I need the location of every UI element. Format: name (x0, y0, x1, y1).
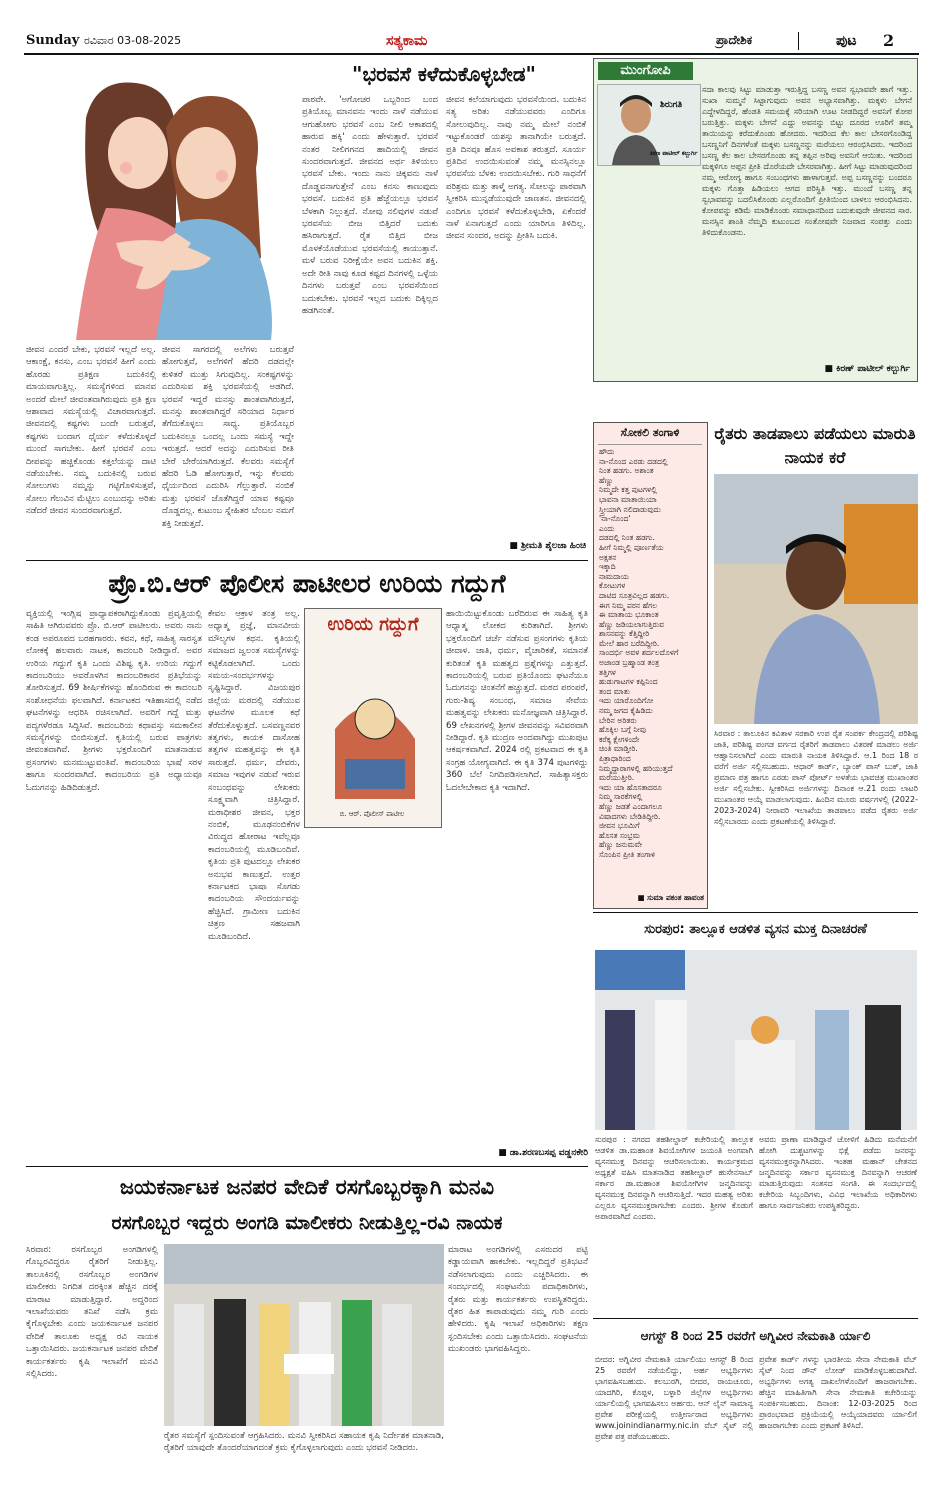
column-text: ಸದಾ ಕಾಲವು ಸಿಟ್ಟು ಮಾಡುತ್ತಾ ಇರುತ್ತಿದ್ದ ಬಸಣ್ಣ ಅವನ ಸ್ವಭಾವವೇ ಹಾಗೆ ಇತ್ತು. ಸುಖಾ ಸುಮ್ಮನೆ ಸಿಟ್ಟಾಗುವುದು ಅವನ ಅಭ್ಯಾಸವಾಗಿತ್ತು. ಮಕ್ಕಳು ಬೇಗನೆ ಎದ್ದೇಳದಿದ್ದರೆ, ಹೆಂಡತಿ ಸಮಯಕ್ಕೆ ಸರಿಯಾಗಿ ಊಟ ನೀಡದಿದ್ದರೆ ಅವನಿಗೆ ಕೋಪ ಬರುತ್ತಿತ್ತು. ಮಕ್ಕಳು ಬೇಗನೆ ಎದ್ದು ಅವನನ್ನು ಬಿಟ್ಟು ದೂರದ ಊರಿಗೆ ತಮ್ಮ ತಾಯಿಯನ್ನು ಕರೆದುಕೊಂಡು ಹೋದರು. ಇದರಿಂದ ಕೆಲ ಕಾಲ ಬೇಸರಗೊಂಡಿದ್ದ ಬಸಣ್ಣನಿಗೆ ದಿನಗಳೆಂತೆ ಮಕ್ಕಳು ಬಸಣ್ಣನನ್ನು ಮರೆಯಲು ಆರಂಭಿಸಿದರು. ಇದರಿಂದ ಬಸಣ್ಣ ಕೆಲ ಕಾಲ ಬೇಸರಗೊಂಡು ತನ್ನ ತಪ್ಪಿನ ಅರಿವು ಅವನಿಗೆ ಆಯಿತು. ಇದರಿಂದ ಮಕ್ಕಳಿಗೂ ಅಪ್ಪನ ಪ್ರೀತಿ ದೊರೆಯದೇ ಬೇಸರವಾಗಿತ್ತು. ಹೀಗೆ ಸಿಟ್ಟು ಮಾಡುವುದರಿಂದ ನಮ್ಮ ಆರೋಗ್ಯ ಹಾಗೂ ಸಂಬಂಧಗಳು ಹಾಳಾಗುತ್ತವೆ. ಅಪ್ಪ ಬಸಣ್ಣನನ್ನು ಬಂದರೂ ಮಕ್ಕಳು ಗೊತ್ತಾ ಹಿಡಿಯಲು ಆಗದ ಪರಿಸ್ಥಿತಿ ಇತ್ತು. ಮುಂದೆ ಬಸಣ್ಣ ತನ್ನ ಸ್ವಭಾವವನ್ನು ಬದಲಿಸಿಕೊಂಡು ಎಲ್ಲರೊಂದಿಗೆ ಪ್ರೀತಿಯಿಂದ ಬಾಳಲು ಆರಂಭಿಸಿದನು. ಕೋಪವನ್ನು ಕಡಿಮೆ ಮಾಡಿಕೊಂಡು ಸಮಾಧಾನದಿಂದ ಬದುಕುವುದೇ ಜೀವನದ ಸಾರ. ಮನಸ್ಸಿನ ಶಾಂತಿ ನೆಮ್ಮದಿ ಕುಟುಂಬದ ಸಂತೋಷವೇ ನಿಜವಾದ ಸಂಪತ್ತು ಎಂದು ತಿಳಿದುಕೊಂಡನು. (702, 85, 912, 237)
header-sep (798, 32, 799, 50)
raichur-col1: ಸಿರವಾರ: ರಸಗೊಬ್ಬರ ಅಂಗಡಿಗಳಲ್ಲಿ ಗೊಬ್ಬರವಿದ್ದರೂ ರೈತರಿಗೆ ನೀಡುತ್ತಿಲ್ಲ. ತಾಲೂಕಿನಲ್ಲಿ ರಸಗೊಬ್ಬರ ಅಂಗಡಿಗಳ ಮಾಲೀಕರು ನಿಗದಿತ ದರಕ್ಕಿಂತ ಹೆಚ್ಚಿನ ದರಕ್ಕೆ ಮಾರಾಟ ಮಾಡುತ್ತಿದ್ದಾರೆ. ಅದ್ದರಿಂದ ಇಲಾಖೆಯವರು ತನಿಖೆ ನಡೆಸಿ ಕ್ರಮ ಕೈಗೊಳ್ಳಬೇಕು ಎಂದು ಜಯಕರ್ನಾಟಕ ಜನಪರ ವೇದಿಕೆ ತಾಲೂಕು ಅಧ್ಯಕ್ಷ ರವಿ ನಾಯಕ ಒತ್ತಾಯಿಸಿದರು. ಜಯಕರ್ನಾಟಕ ಜನಪರ ವೇದಿಕೆ ಕಾರ್ಯಕರ್ತರು ಕೃಷಿ ಇಲಾಖೆಗೆ ಮನವಿ ಸಲ್ಲಿಸಿದರು. (26, 1245, 158, 1380)
poem-line: ಹೊಸತ ಸಂಭ್ರಮ (599, 830, 641, 840)
poem-line: ದಾಟಿದ ಸೂತ್ರವಿಲ್ಲದ ಹಡಗು. (599, 590, 670, 600)
agniveer-headline: ಆಗಸ್ಟ್ 8 ರಿಂದ 25 ರವರೆಗೆ ಅಗ್ನಿವೀರ ನೇಮಕಾತಿ ರ್ಯಾಲಿ (640, 1329, 871, 1343)
poem-line: ಹೆಣ್ಣು ಜನುಮವೇ (599, 840, 643, 850)
column-author-caption: ಕಿರಣ ಪಾಟೀಲ್ ಕಲ್ಬುರ್ಗಿ (650, 150, 698, 157)
poem-line: ಹೊಕ್ಕಿಲ ಬಗ್ಗೆ ನೀವು (599, 725, 647, 735)
column-text-2 (598, 166, 912, 360)
poem-line: ಪಿತ್ರಾಧಾರಿಂದ (599, 754, 631, 763)
surapura-photo (595, 950, 917, 1130)
poem-line: ಭಾವನಾ ಮಾತಾಯಿಯಾ (599, 494, 657, 504)
poem-lines (599, 447, 703, 891)
raichur-headline-2: ರಸಗೊಬ್ಬರ ಇದ್ದರು ಅಂಗಡಿ ಮಾಲೀಕರು ನೀಡುತ್ತಿಲ್ಲ-ರವಿ ನಾಯಕ (111, 1212, 503, 1234)
poem-line: ಇಕ್ಕಾದಿ (599, 562, 616, 572)
poem-line: ಕೋಟುಗಳ (599, 581, 626, 591)
page-label: ಪುಟ (836, 33, 857, 49)
poem-line: ಬೇರಿನ ಅರಿತರು (599, 715, 637, 725)
book-cover-title: ಉರಿಯ ಗದ್ದುಗೆ (327, 614, 419, 635)
poem-line: ನಿಮ್ಮದೇ ಕತ್ತ ಪುಟಗಳಲ್ಲಿ (599, 485, 657, 495)
surapura-headline: ಸುರಪುರ: ತಾಲ್ಲೂಕ ಆಡಳಿತ ವ್ಯಸನ ಮುಕ್ತ ದಿನಾಚರಣೆ (644, 922, 867, 937)
poem-line: ಅಜಾಂಡ ಬ್ರಹ್ಮಾಂಡ ತಂತ್ರ (599, 658, 660, 668)
farmers-text: ಸಿರವಾರ : ತಾಲೂಕಿನ ಕವಿತಾಳ ಸರಕಾರಿ ಉಪ ರೈತ ಸಂಪರ್ಕ ಕೇಂದ್ರದಲ್ಲಿ ಪರಿಶಿಷ್ಟ ಜಾತಿ, ಪರಿಶಿಷ್ಟ ಪಂಗಡ ವರ್ಗದ ರೈತರಿಗೆ ತಾಡಪಾಲು ವಿತರಣೆ ಮಾಡಲು ಅರ್ಜಿ ಆಹ್ವಾನಿಸಲಾಗಿದೆ ಎಂದು ಮಾರುತಿ ನಾಯಕ ತಿಳಿಸಿದ್ದಾರೆ. ಆ.1 ರಿಂದ 18 ರ ವರೆಗೆ ಅರ್ಜಿ ಸಲ್ಲಿಸಬಹುದು. ಆಧಾರ್ ಕಾರ್ಡ್, ಬ್ಯಾಂಕ್ ಪಾಸ್ ಬುಕ್, ಜಾತಿ ಪ್ರಮಾಣ ಪತ್ರ ಹಾಗೂ ಎರಡು ಪಾಸ್ ಪೋರ್ಟ್ ಅಳತೆಯ ಭಾವಚಿತ್ರ ಮುಖಾಂತರ ಅರ್ಜಿ ಸಲ್ಲಿಸಬೇಕು. ಸ್ವೀಕರಿಸಿದ ಅರ್ಜಿಗಳನ್ನು ದಿನಾಂಕ ಆ.21 ರಂದು ಲಾಟರಿ ಮುಖಾಂತರ ಆಯ್ಕೆ ಮಾಡಲಾಗುವುದು. ಹಿಂದಿನ ಮೂರು ವರ್ಷಗಳಲ್ಲಿ (2022-2023-2024) ನೀರಾವರಿ ಇಲಾಖೆಯ ತಾಡಪಾಲು ಪಡೆದ ರೈತರು ಅರ್ಜಿ ಸಲ್ಲಿಸಬಾರದು ಎಂದು ಪ್ರಕಟಣೆಯಲ್ಲಿ ತಿಳಿಸಿದ್ದಾರೆ. (714, 729, 918, 826)
book-col2: ಕೇವಲ ಆಕ್ರಾಳ ತಂತ್ರ ಅಲ್ಲ. ಅಧ್ಯಾತ್ಮ ಪ್ರಜ್ಞೆ, ಮಾನವೀಯ ಮೌಲ್ಯಗಳ ಕಥನ. ಕೃತಿಯಲ್ಲಿ ಸಮಾಜದ ಜ್ವಲಂತ ಸಮಸ್ಯೆಗಳನ್ನು ಕಟ್ಟಿಕೊಡಲಾಗಿದೆ. ಒಂದು ಸಮಯ-ಸಂದರ್ಭಗಳನ್ನು ಸೃಷ್ಟಿಸಿದ್ದಾರೆ. ವಿಜಯಪುರ ಜಿಲ್ಲೆಯ ಮಠದಲ್ಲಿ ನಡೆಯುವ ಘಟನೆಗಳ ಮೂಲಕ ಕಥೆ ತೆರೆದುಕೊಳ್ಳುತ್ತದೆ. ಬಸವಣ್ಣನವರ ತತ್ವಗಳು, ಕಾಯಕ ದಾಸೋಹ ತತ್ವಗಳ ಮಹತ್ವವನ್ನು ಈ ಕೃತಿ ಸಾರುತ್ತದೆ. ಧರ್ಮ, ದೇವರು, ಸಮಾಜ ಇವುಗಳ ನಡುವೆ ಇರುವ ಸಂಬಂಧವನ್ನು ಲೇಖಕರು ಸೂಕ್ಷ್ಮವಾಗಿ ಚಿತ್ರಿಸಿದ್ದಾರೆ. ಮಠಾಧೀಶರ ಜೀವನ, ಭಕ್ತರ ನಂಬಿಕೆ, ಮೂಢನಂಬಿಕೆಗಳ ವಿರುದ್ಧದ ಹೋರಾಟ ಇವೆಲ್ಲವೂ ಕಾದಂಬರಿಯಲ್ಲಿ ಮೂಡಿಬಂದಿವೆ. ಕೃತಿಯ ಪ್ರತಿ ಪುಟದಲ್ಲೂ ಲೇಖಕರ ಅನುಭವ ಕಾಣುತ್ತದೆ. ಉತ್ತರ ಕರ್ನಾಟಕದ ಭಾಷಾ ಸೊಗಡು ಕಾದಂಬರಿಯ ಸೌಂದರ್ಯವನ್ನು ಹೆಚ್ಚಿಸಿದೆ. ಗ್ರಾಮೀಣ ಬದುಕಿನ ಚಿತ್ರಣ ಸಹಜವಾಗಿ ಮೂಡಿಬಂದಿದೆ. (208, 609, 300, 942)
poem-line: ಇದು ಯಾರೊಂದಿಗೋ (599, 696, 654, 706)
poem-line: ನಿಮ್ಮದ್ದಾರಾಗಳಲ್ಲಿ ಹರಿಯುತ್ತದೆ (599, 763, 673, 773)
story1-col2: ಜೀವನ ಸಾಗರದಲ್ಲಿ ಅಲೆಗಳು ಬರುತ್ತವೆ ಹೋಗುತ್ತವೆ, ಅಲೆಗಳಿಗೆ ಹೆದರಿ ದಡದಲ್ಲೇ ಕುಳಿತರೆ ಮುತ್ತು ಸಿಗುವುದಿಲ್ಲ. ಸಂಕಷ್ಟಗಳನ್ನು ಎದುರಿಸುವ ಶಕ್ತಿ ಭರವಸೆಯಲ್ಲಿ ಅಡಗಿದೆ. ಭರವಸೆ ಇದ್ದರೆ ಮನಸ್ಸು ಶಾಂತವಾಗಿರುತ್ತದೆ, ಮನಸ್ಸು ಶಾಂತವಾಗಿದ್ದರೆ ಸರಿಯಾದ ನಿರ್ಧಾರ ತೆಗೆದುಕೊಳ್ಳಲು ಸಾಧ್ಯ. ಪ್ರತಿಯೊಬ್ಬರ ಬದುಕಿನಲ್ಲೂ ಒಂದಲ್ಲ ಒಂದು ಸಮಸ್ಯೆ ಇದ್ದೇ ಇರುತ್ತದೆ. ಆದರೆ ಅದನ್ನು ಎದುರಿಸುವ ರೀತಿ ಬೇರೆ ಬೇರೆಯಾಗಿರುತ್ತದೆ. ಕೆಲವರು ಸಮಸ್ಯೆಗೆ ಹೆದರಿ ಓಡಿ ಹೋಗುತ್ತಾರೆ, ಇನ್ನು ಕೆಲವರು ಧೈರ್ಯದಿಂದ ಎದುರಿಸಿ ಗೆಲ್ಲುತ್ತಾರೆ. ನಂಬಿಕೆ ಮತ್ತು ಭರವಸೆ ಜೊತೆಗಿದ್ದರೆ ಯಾವ ಕಷ್ಟವೂ ದೊಡ್ಡದಲ್ಲ. ಕುಟುಂಬ ಸ್ನೇಹಿತರ ಬೆಂಬಲ ನಮಗೆ ಶಕ್ತಿ ನೀಡುತ್ತದೆ. (162, 345, 294, 529)
poem-line: ಇದು ಯಾ ಹೊಸತಾದರೂ (599, 782, 662, 792)
poem-line: ನಮ್ಮ ಜಗದ ಕೈಹಿಡಿದು (599, 706, 653, 716)
book-cover-author: ಬಿ. ಆರ್. ಪೊಲೀಸ್ ಪಾಟೀಲ (339, 810, 405, 818)
poem-line: ಹೌದು (599, 447, 615, 456)
raichur-col2: ರೈತರ ಸಮಸ್ಯೆಗೆ ಸ್ಪಂದಿಸುವಂತೆ ಆಗ್ರಹಿಸಿದರು. ಮನವಿ ಸ್ವೀಕರಿಸಿದ ಸಹಾಯಕ ಕೃಷಿ ನಿರ್ದೇಶಕ ಮಾತನಾಡಿ, ರೈತರಿಗೆ ಯಾವುದೇ ತೊಂದರೆಯಾಗದಂತೆ ಕ್ರಮ ಕೈಗೊಳ್ಳಲಾಗುವುದು ಎಂದು ಭರವಸೆ ನೀಡಿದರು. (164, 1431, 444, 1454)
poem-title: ಸೋಕಲಿ ತಂಗಾಳಿ (598, 426, 702, 445)
poem-line: ಅಕ್ಷತನ (599, 552, 617, 562)
poem-line: ಹುಡುಗಾಟಗಳ ಕಪ್ಪಿನಿಂದ (599, 677, 658, 687)
agniveer-col1: ಬೀದರ: ಅಗ್ನಿವೀರ ನೇಮಕಾತಿ ರ್ಯಾಲಿಯು ಆಗಸ್ಟ್ 8 ರಿಂದ 25 ರವರೆಗೆ ನಡೆಯಲಿದ್ದು, ಅರ್ಹ ಅಭ್ಯರ್ಥಿಗಳು ಭಾಗವಹಿಸಬಹುದು. ಕಲಬುರಗಿ, ಬೀದರ, ರಾಯಚೂರು, ಯಾದಗಿರಿ, ಕೊಪ್ಪಳ, ಬಳ್ಳಾರಿ ಜಿಲ್ಲೆಗಳ ಅಭ್ಯರ್ಥಿಗಳು ರ್ಯಾಲಿಯಲ್ಲಿ ಭಾಗವಹಿಸಲು ಅರ್ಹರು. ಆನ್ ಲೈನ್ ಸಾಮಾನ್ಯ ಪ್ರವೇಶ ಪರೀಕ್ಷೆಯಲ್ಲಿ ಉತ್ತೀರ್ಣರಾದ ಅಭ್ಯರ್ಥಿಗಳು www.joinindianarmy.nic.in ವೆಬ್ ಸೈಟ್ ನಲ್ಲಿ ಪ್ರವೇಶ ಪತ್ರ ಪಡೆಯಬಹುದು. (595, 1355, 753, 1441)
story1-col1: ಜೀವನ ಎಂದರೆ ಬೇಕು, ಭರವಸೆ ಇಲ್ಲದೆ ಅಲ್ಲ. ಆಕಾಂಕ್ಷೆ, ಕನಸು, ಎಂಬ ಭರವಸೆ ಹೀಗೆ ಎಂದು ಹೊರಡು ಪ್ರತಿಕ್ಷಣ ಬದುಕಿನಲ್ಲಿ ಮಾಯವಾಗುತ್ತಿಲ್ಲ. ಸಮಸ್ಯೆಗಳಿಂದ ಮಾನವ ಅಂದರೆ ಮೇಲೆ ಜೀವಂತವಾಗಿರುವುದು ಪ್ರತಿ ಕ್ಷಣ ಆಶಾವಾದ ಸಮಸ್ಯೆಯಲ್ಲಿ ವಿಚಾರವಾಗುತ್ತದೆ. ಜೀವನದಲ್ಲಿ ಕಷ್ಟಗಳು ಬಂದೇ ಬರುತ್ತವೆ, ಕಷ್ಟಗಳು ಬಂದಾಗ ಧೈರ್ಯ ಕಳೆದುಕೊಳ್ಳದೆ ಮುಂದೆ ಸಾಗಬೇಕು. ಹೀಗೆ ಭರವಸೆ ಎಂಬ ದೀಪವನ್ನು ಹಚ್ಚಿಕೊಂಡು ಕತ್ತಲೆಯನ್ನು ದಾಟಿ ನಡೆಯಬೇಕು. ನಮ್ಮ ಬದುಕಿನಲ್ಲಿ ಬರುವ ಸೋಲುಗಳು ನಮ್ಮನ್ನು ಗಟ್ಟಿಗೊಳಿಸುತ್ತವೆ, ಸೋಲು ಗೆಲುವಿನ ಮೆಟ್ಟಿಲು ಎಂಬುದನ್ನು ಅರಿತು ನಡೆದರೆ ಜೀವನ ಸುಂದರವಾಗುತ್ತದೆ. (26, 345, 156, 517)
poem-line: ಈಗ ನಿಮ್ಮ ಪರನ ಹೆಗಲ (599, 600, 658, 610)
column-title: ಮುಂಗೋಪಿ (598, 62, 693, 80)
story1-col3: ಪಾಠವೇ. 'ಅಗೋಚರ ಒಬ್ಬರಿಂದ ಬಂದ ಪ್ರತಿಯೊಬ್ಬ ಮಾನವನು ಇಂದು ನಾಳೆ ನಡೆಯುವ ಆಗುಹೋಗು ಭರವಸೆ ಎಂಬ ನೀಲಿ ಆಕಾಶದಲ್ಲಿ ಹಾರುವ ಹಕ್ಕಿ' ಎಂದು ಹೇಳುತ್ತಾರೆ. ಭರವಸೆ ನಂತರ ನೀಲಿಗಗನದ ಹಾದಿಯಲ್ಲಿ ಜೀವನ ಸುಂದರವಾಗುತ್ತದೆ. ಜೀವನದ ಅರ್ಥ ತಿಳಿಯಲು ಭರವಸೆ ಬೇಕು. ಇಂದು ನಾನು ಚಿಕ್ಕವನು ನಾಳೆ ದೊಡ್ಡವನಾಗುತ್ತೇನೆ ಎಂಬ ಕನಸು ಕಾಣುವುದು ಭರವಸೆ. ಬದುಕಿನ ಪ್ರತಿ ಹೆಜ್ಜೆಯಲ್ಲೂ ಭರವಸೆ ಬೆಳಕಾಗಿ ನಿಲ್ಲುತ್ತದೆ. ನೋವು ನಲಿವುಗಳ ನಡುವೆ ಭರವಸೆಯ ಬೀಜ ಬಿತ್ತಿದರೆ ಬದುಕು ಹಸಿರಾಗುತ್ತದೆ. ರೈತ ಬಿತ್ತಿದ ಬೀಜ ಮೊಳಕೆಯೊಡೆಯುವ ಭರವಸೆಯಲ್ಲಿ ಕಾಯುತ್ತಾನೆ. ಮಳೆ ಬರುವ ನಿರೀಕ್ಷೆಯೇ ಅವನ ಬದುಕಿನ ಶಕ್ತಿ. ಅದೇ ರೀತಿ ನಾವು ಕೂಡ ಕಷ್ಟದ ದಿನಗಳಲ್ಲಿ ಒಳ್ಳೆಯ ದಿನಗಳು ಬರುತ್ತವೆ ಎಂಬ ಭರವಸೆಯಿಂದ ಬದುಕಬೇಕು. ಭರವಸೆ ಇಲ್ಲದ ಬದುಕು ದಿಕ್ಕಿಲ್ಲದ ಹಡಗಿನಂತೆ. (302, 95, 438, 316)
poem-line: ಮರೆಯುತ್ತೀರಿ. (599, 773, 635, 783)
book-col1: ವ್ಯಕ್ತಿಯಲ್ಲಿ ಇಂಗ್ಲಿಷ ಪ್ರಾಧ್ಯಾಪಕರಾಗಿದ್ದುಕೊಂಡು ಪ್ರವೃತ್ತಿಯಲ್ಲಿ ಸಾಹಿತಿ ಆಗಿರುವವರು ಪ್ರೊ. ಬಿ.ಆರ್ ಪಾಟೀಲರು. ಅವರು ನಾನು ಕಂಡ ಅಪರೂಪದ ಬರಹಗಾರರು. ಕವನ, ಕಥೆ, ಸಾಹಿತ್ಯ ಸಾರಸ್ವತ ಲೋಕಕ್ಕೆ ಹಲವಾರು ನಾಟಕ, ಕಾದಂಬರಿ ನೀಡಿದ್ದಾರೆ. ಅವರ ಉರಿಯ ಗದ್ದುಗೆ ಕೃತಿ ಒಂದು ವಿಶಿಷ್ಟ ಕೃತಿ. ಉರಿಯ ಗದ್ದುಗೆ ಕಾದಂಬರಿಯು ಅವರೊಳಗಿನ ಕಾದಂಬರಿಕಾರನ ಪ್ರತಿಭೆಯನ್ನು ತೋರಿಸುತ್ತದೆ. 69 ಶೀರ್ಷಿಕೆಗಳನ್ನು ಹೊಂದಿರುವ ಈ ಕಾದಂಬರಿ ಸಂಶೋಧನೆಯ ಫಲವಾಗಿದೆ. ಕರ್ನಾಟಕದ ಇತಿಹಾಸದಲ್ಲಿ ನಡೆದ ಘಟನೆಗಳನ್ನು ಆಧರಿಸಿ ರಚಿಸಲಾಗಿದೆ. ಅವರಿಗೆ ಗದ್ದೆ ಮತ್ತು ಪದ್ಯಗಳೆರಡೂ ಸಿದ್ಧಿಸಿವೆ. ಕಾದಂಬರಿಯ ಕಥಾವಸ್ತು ಸಮಕಾಲೀನ ಸಮಸ್ಯೆಗಳನ್ನು ಬಿಂಬಿಸುತ್ತದೆ. ಕೃತಿಯಲ್ಲಿ ಬರುವ ಪಾತ್ರಗಳು ಜೀವಂತವಾಗಿವೆ. ಶ್ರೀಗಳು ಭಕ್ತರೊಂದಿಗೆ ಮಾತನಾಡುವ ಪ್ರಸಂಗಗಳು ಮನಮುಟ್ಟುವಂತಿವೆ. ಕಾದಂಬರಿಯ ಭಾಷೆ ಸರಳ ಹಾಗೂ ಸುಂದರವಾಗಿದೆ. ಕಾದಂಬರಿಯ ಪ್ರತಿ ಅಧ್ಯಾಯವೂ ಓದುಗನನ್ನು ಹಿಡಿದಿಡುತ್ತದೆ. (26, 609, 202, 793)
masthead: ಸತ್ಯಕಾಮ (386, 33, 428, 49)
book-col2b (304, 830, 440, 1162)
agniveer-col2: ಪ್ರವೇಶ ಕಾರ್ಡ್ ಗಳನ್ನು ಭಾರತೀಯ ಸೇನಾ ನೇಮಕಾತಿ ವೆಬ್ ಸೈಟ್ ನಿಂದ ಡೌನ್ ಲೋಡ್ ಮಾಡಿಕೊಳ್ಳಬಹುದಾಗಿದೆ. ಅಭ್ಯರ್ಥಿಗಳು ಅಗತ್ಯ ದಾಖಲೆಗಳೊಂದಿಗೆ ಹಾಜರಾಗಬೇಕು. ಹೆಚ್ಚಿನ ಮಾಹಿತಿಗಾಗಿ ಸೇನಾ ನೇಮಕಾತಿ ಕಚೇರಿಯನ್ನು ಸಂಪರ್ಕಿಸಬಹುದು. ದಿನಾಂಕ: 12-03-2025 ರಿಂದ ಪ್ರಾರಂಭವಾದ ಪ್ರಕ್ರಿಯೆಯಲ್ಲಿ ಆಯ್ಕೆಯಾದವರು ರ್ಯಾಲಿಗೆ ಹಾಜರಾಗಬೇಕು ಎಂದು ಪ್ರಕಟಣೆ ತಿಳಿಸಿದೆ. (759, 1355, 917, 1430)
poem-line: ಕರೆಕ್ಕ ಕ್ಷೇಗಳಿಂದೇ (599, 734, 640, 744)
header-date: ರವಿವಾರ 03-08-2025 (84, 34, 182, 47)
raichur-top-rule (26, 1166, 588, 1167)
poem-line: ಈ ಮಾತಾಯ ಭೂಕಾಂತ (599, 610, 659, 620)
raichur-photo (164, 1244, 444, 1426)
surapura-top-rule (593, 912, 918, 913)
poem-line: ಹೆಣ್ಣು ಜಡಿಯಲಾಗುತ್ತಿರುವ (599, 619, 664, 629)
poem-line: ತತ್ತಿಗಳ (599, 667, 616, 677)
poem-line: ನಿಮ್ಮ ಸಾರಕೆಗಳಲ್ಲಿ (599, 792, 643, 802)
section-title: ಪ್ರಾದೇಶಿಕ (716, 33, 753, 47)
hug-illustration (26, 58, 298, 340)
poem-line: ನಾಮದಾಯ (599, 571, 629, 581)
poem-line: ಮೇಲೆ ಹಾರ ಬರೆದಿದ್ದೀರಿ. (599, 638, 660, 648)
poem-line: ಹೆಣ್ಣು (599, 475, 614, 485)
header-day: Sunday (26, 33, 80, 48)
story1-headline: "ಭರವಸೆ ಕಳೆದುಕೊಳ್ಳಬೇಡ" (352, 62, 536, 86)
book-top-rule (26, 560, 588, 561)
story1-col4: ಜೀವನ ಕಲೆಯಾಗುವುದು ಭರವಸೆಯಿಂದ. ಬದುಕಿನ ಸತ್ಯ ಅರಿತು ನಡೆಯುವವರು ಎಂದಿಗೂ ಸೋಲುವುದಿಲ್ಲ. ನಾವು ನಮ್ಮ ಮೇಲೆ ನಂಬಿಕೆ ಇಟ್ಟುಕೊಂಡರೆ ಯಶಸ್ಸು ತಾನಾಗಿಯೇ ಬರುತ್ತದೆ. ಪ್ರತಿ ದಿನವೂ ಹೊಸ ಅವಕಾಶ ತರುತ್ತದೆ. ಸೂರ್ಯ ಪ್ರತಿದಿನ ಉದಯಿಸುವಂತೆ ನಮ್ಮ ಮನಸ್ಸಿನಲ್ಲೂ ಭರವಸೆಯ ಬೆಳಕು ಉದಯಿಸಬೇಕು. ಗುರಿ ಸಾಧನೆಗೆ ಪರಿಶ್ರಮ ಮತ್ತು ತಾಳ್ಮೆ ಅಗತ್ಯ. ಸೋಲನ್ನು ಪಾಠವಾಗಿ ಸ್ವೀಕರಿಸಿ ಮುನ್ನಡೆಯುವುದೇ ಜಾಣತನ. ಜೀವನದಲ್ಲಿ ಎಂದಿಗೂ ಭರವಸೆ ಕಳೆದುಕೊಳ್ಳಬೇಡಿ, ಏಕೆಂದರೆ ನಾಳೆ ಏನಾಗುತ್ತದೆ ಎಂದು ಯಾರಿಗೂ ತಿಳಿದಿಲ್ಲ. ಜೀವನ ಸುಂದರ, ಅದನ್ನು ಪ್ರೀತಿಸಿ ಬದುಕಿ. (446, 95, 586, 242)
page-header (26, 30, 919, 52)
poem-line: ಸಾಂದರ್ಭಿ ಅವಳ ಶರ್ದಲದೊಳಗೆ (599, 648, 679, 658)
poem-line: ಎಂದು (599, 523, 615, 533)
poem-line: ಹೀಗೆ ನಿಮ್ಮಲ್ಲಿ ಪೂರ್ಣತೆಯ (599, 542, 664, 552)
poem-line: ನಿಂತ ಹಡಗು. ಅಶಾಂತ (599, 466, 654, 476)
farmers-headline: ರೈತರು ತಾಡಪಾಲು ಪಡೆಯಲು ಮಾರುತಿ ನಾಯಕ ಕರೆ (714, 424, 916, 467)
book-headline: ಪ್ರೊ.ಬಿ.ಆರ್ ಪೊಲೀಸ ಪಾಟೀಲರ ಉರಿಯ ಗದ್ದುಗೆ (108, 569, 506, 598)
book-col3: ಹಾಯಿಯಿಟ್ಟುಕೊಂಡು ಬರೆದಿರುವ ಈ ಸಾಹಿತ್ಯ ಕೃತಿ ಆಧ್ಯಾತ್ಮ ಲೋಕದ ಕುರಿತಾಗಿದೆ. ಶ್ರೀಗಳು ಭಕ್ತರೊಂದಿಗೆ ಚರ್ಚೆ ನಡೆಸುವ ಪ್ರಸಂಗಗಳು ಕೃತಿಯ ಜೀವಾಳ. ಜಾತಿ, ಧರ್ಮ, ವೈಚಾರಿಕತೆ, ಸಮಾನತೆ ಕುರಿತಂತೆ ಕೃತಿ ಮಹತ್ವದ ಪ್ರಶ್ನೆಗಳನ್ನು ಎತ್ತುತ್ತದೆ. ಕಾದಂಬರಿಯಲ್ಲಿ ಬರುವ ಪ್ರತಿಯೊಂದು ಘಟನೆಯೂ ಓದುಗನನ್ನು ಚಿಂತನೆಗೆ ಹಚ್ಚುತ್ತದೆ. ಮಠದ ಪರಂಪರೆ, ಗುರು-ಶಿಷ್ಯ ಸಂಬಂಧ, ಸಮಾಜ ಸೇವೆಯ ಮಹತ್ವವನ್ನು ಲೇಖಕರು ಮನೋಜ್ಞವಾಗಿ ಚಿತ್ರಿಸಿದ್ದಾರೆ. 69 ಲೇಖನಗಳಲ್ಲಿ ಶ್ರೀಗಳ ಜೀವನವನ್ನು ಸವಿವರವಾಗಿ ನೀಡಿದ್ದಾರೆ. ಕೃತಿ ಮುದ್ರಣ ಅಂದವಾಗಿದ್ದು ಮುಖಪುಟ ಆಕರ್ಷಕವಾಗಿದೆ. 2024 ರಲ್ಲಿ ಪ್ರಕಟವಾದ ಈ ಕೃತಿ ಸಂಗ್ರಹ ಯೋಗ್ಯವಾಗಿದೆ. ಈ ಕೃತಿ 374 ಪುಟಗಳಿದ್ದು 360 ಬೆಲೆ ನಿಗದಿಪಡಿಸಲಾಗಿದೆ. ಸಾಹಿತ್ಯಾಸಕ್ತರು ಓದಲೇಬೇಕಾದ ಕೃತಿ ಇದಾಗಿದೆ. (446, 609, 588, 793)
poem-line: ಸೊಂಪಿನ ಪ್ರೀತಿ ತಂಗಾಳಿ (599, 849, 656, 859)
surapura-col1: ಸುರಪುರ : ನಗರದ ತಹಶೀಲ್ದಾರ್ ಕಚೇರಿಯಲ್ಲಿ ತಾಲ್ಲೂಕ ಆಡಳಿತ ಡಾ.ಮಹಾಂತ ಶಿವಯೋಗಿಗಳ ಜಯಂತಿ ಅಂಗವಾಗಿ ವ್ಯಸನಮುಕ್ತ ದಿನವನ್ನು ಆಚರಿಸಲಾಯಿತು. ಕಾರ್ಯಕ್ರಮದ ಅಧ್ಯಕ್ಷತೆ ವಹಿಸಿ ಮಾತನಾಡಿದ ತಹಶೀಲ್ದಾರ್ ಹುಸೇನಸಾಬ್ ಸರ್ಕಾರ ಡಾ.ಮಹಾಂತ ಶಿವಯೋಗಿಗಳ ಜನ್ಮದಿನವನ್ನು ವ್ಯಸನಮುಕ್ತ ದಿನವನ್ನಾಗಿ ಆಚರಿಸುತ್ತಿದೆ. ಇದರ ಮಹತ್ವ ಅರಿತು ಎಲ್ಲರೂ ವ್ಯಸನಮುಕ್ತರಾಗಬೇಕು ಎಂದರು. ಶ್ರೀಗಳ ಕೊಡುಗೆ ಅಪಾರವಾಗಿದೆ ಎಂದರು. (595, 1135, 753, 1221)
poem-line: ದಡದಲ್ಲಿ ನಿಂತ ಹಡಗು. (599, 533, 655, 543)
page-number: 2 (883, 31, 895, 50)
poem-line: ನಾ-ನೊಂದ ಎರಡು ದಡದಲ್ಲಿ (599, 456, 668, 466)
book-byline: ■ ಡಾ.ಶರಣಬಸಪ್ಪ ವಡ್ಡನಕೇರಿ (498, 1148, 588, 1158)
poem-line: ಶಾಸನವನ್ನು ಕೆತ್ತಿದ್ದೀರಿ (599, 629, 650, 639)
raichur-col3: ಮಾರಾಟ ಅಂಗಡಿಗಳಲ್ಲಿ ಎಸರುದರ ಪಟ್ಟಿ ಕಡ್ಡಾಯವಾಗಿ ಹಾಕಬೇಕು. ಇಲ್ಲದಿದ್ದರೆ ಪ್ರತಿಭಟನೆ ನಡೆಸಲಾಗುವುದು ಎಂದು ಎಚ್ಚರಿಸಿದರು. ಈ ಸಂದರ್ಭದಲ್ಲಿ ಸಂಘಟನೆಯ ಪದಾಧಿಕಾರಿಗಳು, ರೈತರು ಮತ್ತು ಕಾರ್ಯಕರ್ತರು ಉಪಸ್ಥಿತರಿದ್ದರು. ರೈತರ ಹಿತ ಕಾಪಾಡುವುದು ನಮ್ಮ ಗುರಿ ಎಂದು ಹೇಳಿದರು. ಕೃಷಿ ಇಲಾಖೆ ಅಧಿಕಾರಿಗಳು ತಕ್ಷಣ ಸ್ಪಂದಿಸಬೇಕು ಎಂದು ಒತ್ತಾಯಿಸಿದರು. ಸಂಘಟನೆಯ ಮುಖಂಡರು ಭಾಗವಹಿಸಿದ್ದರು. (448, 1245, 588, 1355)
poem-line: ಹೆಣ್ಣು ಜಡತೆ ಎಂದಾಗಲೂ (599, 801, 663, 811)
column-byline: ■ ಕಿರಣ್ ಪಾಟೀಲ್ ಕಲ್ಬುರ್ಗಿ (824, 364, 910, 374)
poem-line: ವಿಷಾದಗಳು ಬೇಡಿತಿದ್ದೀರಿ. (599, 811, 661, 821)
poem-byline: ■ ಸುಮಾ ಪಕಂತ ಹಾವಂತ (637, 893, 704, 902)
farmer-photo (714, 474, 918, 724)
column-tag: ಶಿರುಗತಿ (660, 100, 683, 110)
poem-line: ಜೀವನ ಭೂಮಿಗೆ (599, 821, 640, 831)
poem-line: ಚಿಂತಿ ಮಾಡ್ತೀರಿ. (599, 744, 638, 754)
poem-line: ಸ್ತ್ರೀಯಾಗಿ ನಲಿದಾಡುವುದು (599, 504, 661, 514)
story1-byline: ■ ಶ್ರೀಮತಿ ಶೈಲಜಾ ಹಿಂಚಿ (509, 541, 586, 551)
poem-line: 'ನಾ-ನೊಂದ' (599, 514, 631, 524)
header-rule (24, 53, 919, 55)
poem-line: ತಂದ ಮಾತು (599, 686, 631, 696)
surapura-col2: ಅವರು ಪ್ರಾಣಾ ಮಾಡಿದ್ದಾರೆ ಜೋಳಿಗೆ ಹಿಡಿದು ಮನೆಮನೆಗೆ ಹೋಗಿ ದುಶ್ಚಟಗಳನ್ನು ಭಿಕ್ಷೆ ಪಡೆದು ಜನರನ್ನು ವ್ಯಸನಮುಕ್ತರನ್ನಾಗಿಸಿದರು. ಇಂತಹ ಮಹಾನ್ ಚೇತನದ ಜನ್ಮದಿನವನ್ನು ಸರ್ಕಾರ ವ್ಯಸನಮುಕ್ತ ದಿನವನ್ನಾಗಿ ಆಚರಣೆ ಮಾಡುತ್ತಿರುವುದು ಸಂತಸದ ಸಂಗತಿ. ಈ ಸಂದರ್ಭದಲ್ಲಿ ಕಚೇರಿಯ ಸಿಬ್ಬಂದಿಗಳು, ವಿವಿಧ ಇಲಾಖೆಯ ಅಧಿಕಾರಿಗಳು ಹಾಗೂ ಸಾರ್ವಜನಿಕರು ಉಪಸ್ಥಿತರಿದ್ದರು. (759, 1135, 917, 1210)
raichur-headline-1: ಜಯಕರ್ನಾಟಕ ಜನಪರ ವೇದಿಕೆ ರಸಗೊಬ್ಬರಕ್ಕಾಗಿ ಮನವಿ (119, 1175, 495, 1199)
agniveer-top-rule (593, 1318, 918, 1319)
